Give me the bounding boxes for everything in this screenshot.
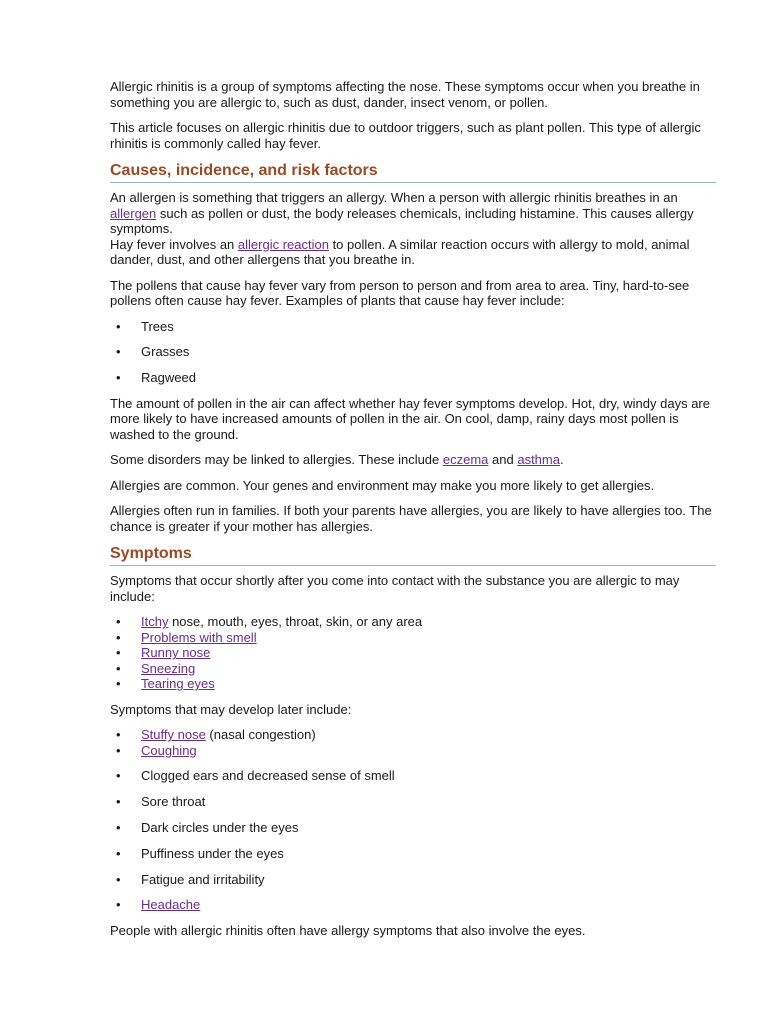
headache-link[interactable]: Headache: [141, 897, 201, 913]
list-item-text: Grasses: [141, 344, 190, 360]
list-item: [110, 645, 716, 661]
runny-nose-link[interactable]: Runny nose: [141, 645, 211, 661]
list-item: [110, 676, 716, 692]
list-item: [110, 820, 716, 836]
bullet-icon: •: [116, 614, 121, 630]
plants-list: [110, 319, 716, 386]
sneezing-link[interactable]: Sneezing: [141, 660, 196, 676]
bullet-icon: •: [116, 629, 121, 645]
list-item-text: Clogged ears and decreased sense of smell: [141, 768, 395, 784]
list-item: [110, 630, 716, 646]
list-item: [110, 846, 716, 862]
list-item-text: Puffiness under the eyes: [141, 845, 284, 861]
list-item-text: Dark circles under the eyes: [141, 819, 299, 835]
bullet-icon: •: [116, 318, 121, 334]
asthma-link[interactable]: asthma: [517, 452, 560, 468]
itchy-link[interactable]: Itchy: [141, 614, 169, 630]
section-heading-symptoms: Symptoms: [110, 544, 716, 566]
later-symptoms-list: [110, 768, 716, 912]
list-item: [110, 897, 716, 913]
eczema-link[interactable]: eczema: [442, 452, 489, 468]
causes-paragraph-1: [110, 190, 716, 268]
list-item: [110, 319, 716, 335]
symptoms-paragraph-1: Symptoms that occur shortly after you come into contact with the substance you are allergic to may include:: [110, 573, 680, 604]
intro-paragraph-2: This article focuses on allergic rhinitis due to outdoor triggers, such as plant pollen. This type of allergic rhinitis is commonly called hay fever.: [110, 120, 701, 151]
list-item: [110, 370, 716, 386]
bullet-icon: •: [116, 897, 121, 913]
coughing-link[interactable]: Coughing: [141, 742, 197, 758]
causes-paragraph-4: [110, 452, 716, 468]
list-item: [110, 872, 716, 888]
later-symptoms-linked-list: [110, 727, 716, 758]
list-item-text: Ragweed: [141, 370, 196, 386]
list-item-text: Trees: [141, 318, 174, 334]
bullet-icon: •: [116, 871, 121, 887]
causes-p4-text-b: and: [488, 452, 518, 468]
list-item: [110, 794, 716, 810]
list-item-text: nose, mouth, eyes, throat, skin, or any area: [168, 614, 423, 630]
bullet-icon: •: [116, 727, 121, 743]
symptoms-paragraph-3: People with allergic rhinitis often have allergy symptoms that also involve the eyes.: [110, 923, 586, 939]
list-item: [110, 727, 716, 743]
bullet-icon: •: [116, 645, 121, 661]
list-item-text: (nasal congestion): [205, 727, 316, 743]
causes-p1-text-b: such as pollen or dust, the body releases chemicals, including histamine. This causes allergy symptoms.: [110, 205, 694, 236]
bullet-icon: •: [116, 845, 121, 861]
section-heading-causes: Causes, incidence, and risk factors: [110, 161, 716, 183]
problems-with-smell-link[interactable]: Problems with smell: [141, 629, 257, 645]
bullet-icon: •: [116, 676, 121, 692]
bullet-icon: •: [116, 768, 121, 784]
causes-p4-text-a: Some disorders may be linked to allergies. These include: [110, 452, 443, 468]
list-item: [110, 614, 716, 630]
bullet-icon: •: [116, 819, 121, 835]
allergen-link[interactable]: allergen: [110, 205, 157, 221]
list-item-text: Fatigue and irritability: [141, 871, 265, 887]
causes-p4-text-c: .: [559, 452, 564, 468]
symptoms-paragraph-2: Symptoms that may develop later include:: [110, 701, 352, 717]
intro-paragraph-1: Allergic rhinitis is a group of symptoms affecting the nose. These symptoms occur when you breathe in something you are allergic to, such as dust, dander, insect venom, or pollen.: [110, 79, 700, 110]
causes-paragraph-5: Allergies are common. Your genes and environment may make you more likely to get allergies.: [110, 477, 655, 493]
causes-paragraph-3: The amount of pollen in the air can affect whether hay fever symptoms develop. Hot, dry, windy days are more likely to have increased amounts of pollen in the air. On cool, damp, rainy days most pollen is washed to the ground.: [110, 395, 710, 442]
stuffy-nose-link[interactable]: Stuffy nose: [141, 727, 206, 743]
list-item: [110, 743, 716, 759]
causes-paragraph-2: The pollens that cause hay fever vary from person to person and from area to area. Tiny, hard-to-see pollens often cause hay fever. Examples of plants that cause hay fever include:: [110, 277, 690, 308]
bullet-icon: •: [116, 794, 121, 810]
causes-p1-text-d: to pollen. A similar reaction occurs with allergy to mold, animal dander, dust, and other allergens that you breathe in.: [110, 236, 690, 267]
list-item-text: Sore throat: [141, 794, 206, 810]
allergic-reaction-link[interactable]: allergic reaction: [237, 236, 329, 252]
causes-p1-text-a: An allergen is something that triggers an allergy. When a person with allergic rhinitis breathes in an: [110, 190, 678, 205]
bullet-icon: •: [116, 344, 121, 360]
bullet-icon: •: [116, 742, 121, 758]
early-symptoms-list: [110, 614, 716, 692]
list-item: [110, 768, 716, 784]
causes-paragraph-6: Allergies often run in families. If both your parents have allergies, you are likely to have allergies too. The chance is greater if your mother has allergies.: [110, 503, 712, 534]
causes-p1-text-c: Hay fever involves an: [110, 236, 238, 252]
bullet-icon: •: [116, 370, 121, 386]
tearing-eyes-link[interactable]: Tearing eyes: [141, 676, 215, 692]
list-item: [110, 661, 716, 677]
bullet-icon: •: [116, 660, 121, 676]
list-item: [110, 344, 716, 360]
